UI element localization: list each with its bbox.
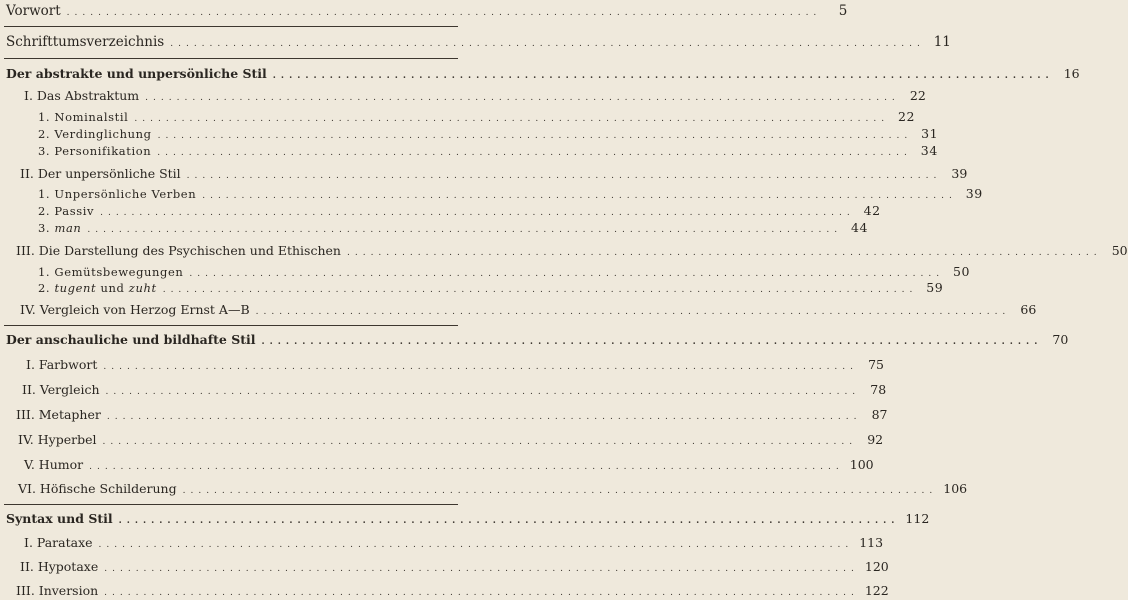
entry-page: 50 (1111, 243, 1128, 258)
dot-leader: ................................................................................................ (87, 225, 843, 235)
dot-leader: ................................................................................................ (170, 39, 925, 49)
entry-page: 22 (897, 109, 916, 124)
entry-page: 5 (838, 3, 848, 19)
entry-page: 39 (951, 166, 968, 181)
entry-title: I. Parataxe (24, 535, 93, 550)
entry-page: 39 (965, 186, 983, 201)
entry-page: 66 (1020, 302, 1037, 317)
entry-italic-word: tugent (54, 281, 97, 295)
entry-page: 100 (849, 457, 874, 472)
dot-leader: ................................................................................................ (134, 114, 890, 124)
dot-leader: ................................................................................................ (118, 516, 900, 526)
dot-leader: ................................................................................................ (102, 437, 858, 447)
section-title-syntax (6, 511, 930, 526)
chapter-entry (16, 243, 1128, 258)
entry-page: 70 (1052, 332, 1069, 347)
entry-page: 122 (864, 583, 889, 598)
chapter-entry (22, 382, 887, 397)
entry-page: 75 (868, 357, 885, 372)
entry-title: IV. Hyperbel (18, 432, 97, 447)
dot-leader: ................................................................................................ (255, 307, 1011, 317)
entry-page: 120 (864, 559, 889, 574)
entry-title: 2. Verdinglichung (38, 127, 152, 141)
chapter-entry (24, 457, 874, 472)
section-title-anschaulich (6, 332, 1069, 347)
entry-title: III. Inversion (16, 583, 99, 598)
entry-title: I. Das Abstraktum (24, 88, 140, 103)
dot-leader: ................................................................................................ (189, 269, 945, 279)
dot-leader: ................................................................................................ (272, 71, 1054, 81)
section-title-abstrakt (6, 66, 1080, 81)
entry-title: 3. Personifikation (38, 144, 152, 158)
entry-title (38, 223, 81, 235)
dot-leader: ................................................................................................ (106, 412, 862, 422)
entry-page: 22 (909, 88, 926, 103)
entry-page: 92 (867, 432, 884, 447)
dot-leader: ................................................................................................ (89, 462, 844, 472)
dot-leader: ................................................................................................ (346, 248, 1102, 258)
subchapter-entry (38, 280, 944, 295)
entry-italic-word: zuht (128, 281, 157, 295)
entry-title: V. Humor (24, 457, 84, 472)
entry-title: Der anschauliche und bildhafte Stil (6, 332, 256, 347)
subchapter-entry (38, 109, 916, 124)
subchapter-entry (38, 264, 971, 279)
entry-title: II. Vergleich (22, 382, 100, 397)
dot-leader: ................................................................................................ (66, 8, 822, 18)
entry-page: 112 (905, 511, 930, 526)
entry-page: 42 (863, 203, 881, 218)
dot-leader: ................................................................................................ (202, 191, 957, 201)
chapter-entry (20, 166, 968, 181)
toc-entry-schrifttum (6, 34, 951, 50)
entry-title: II. Der unpersönliche Stil (20, 166, 181, 181)
chapter-entry (20, 302, 1037, 317)
entry-title: Der abstrakte und unpersönliche Stil (6, 66, 267, 81)
entry-title: III. Metapher (16, 407, 101, 422)
dot-leader: ................................................................................................ (104, 588, 859, 598)
entry-title: VI. Höfische Schilderung (18, 481, 177, 496)
dot-leader: ................................................................................................ (182, 486, 938, 496)
subchapter-entry (38, 126, 939, 141)
dot-leader: ................................................................................................ (105, 387, 861, 397)
chapter-entry (16, 407, 888, 422)
entry-title: Vorwort (6, 3, 61, 19)
entry-title: III. Die Darstellung des Psychischen und Ethischen (16, 243, 341, 258)
dot-leader: ................................................................................................ (98, 540, 854, 550)
chapter-entry (26, 357, 885, 372)
entry-title: 1. Nominalstil (38, 110, 129, 124)
chapter-entry (18, 432, 884, 447)
chapter-entry (24, 88, 926, 103)
entry-title: I. Farbwort (26, 357, 98, 372)
dot-leader: ................................................................................................ (145, 93, 900, 103)
divider (4, 26, 458, 27)
entry-italic-word: man (54, 221, 82, 235)
entry-page: 16 (1063, 66, 1080, 81)
subchapter-entry (38, 143, 938, 158)
chapter-entry (20, 559, 889, 574)
entry-page: 106 (943, 481, 968, 496)
entry-page: 113 (859, 535, 884, 550)
entry-title: IV. Vergleich von Herzog Ernst A—B (20, 302, 250, 317)
entry-page: 31 (921, 126, 939, 141)
entry-number: 3. (38, 221, 51, 235)
entry-title: Schrifttumsverzeichnis (6, 34, 165, 50)
subchapter-entry (38, 220, 869, 235)
chapter-entry (24, 535, 884, 550)
divider (4, 504, 458, 505)
dot-leader: ................................................................................................ (157, 131, 913, 141)
entry-page: 11 (933, 34, 951, 50)
dot-leader: ................................................................................................ (261, 337, 1043, 347)
dot-leader: ................................................................................................ (104, 564, 859, 574)
entry-page: 87 (871, 407, 888, 422)
dot-leader: ................................................................................................ (103, 362, 859, 372)
entry-title: 1. Gemütsbewegungen (38, 265, 184, 279)
dot-leader: ................................................................................................ (162, 285, 918, 295)
entry-title: II. Hypotaxe (20, 559, 99, 574)
entry-page: 44 (850, 220, 869, 235)
entry-conjunction: und (100, 281, 125, 295)
dot-leader: ................................................................................................ (186, 171, 942, 181)
entry-page: 50 (952, 264, 971, 279)
divider (4, 325, 458, 326)
entry-page: 34 (920, 143, 938, 158)
chapter-entry (16, 583, 889, 598)
entry-title: 1. Unpersönliche Verben (38, 187, 197, 201)
dot-leader: ................................................................................................ (157, 148, 912, 158)
divider (4, 58, 458, 59)
entry-title: Syntax und Stil (6, 511, 113, 526)
subchapter-entry (38, 186, 983, 201)
chapter-entry (18, 481, 968, 496)
entry-page: 59 (926, 280, 944, 295)
entry-page: 78 (870, 382, 887, 397)
subchapter-entry (38, 203, 881, 218)
dot-leader: ................................................................................................ (100, 208, 855, 218)
entry-title (38, 283, 157, 295)
entry-number: 2. (38, 281, 51, 295)
toc-entry-vorwort (6, 3, 848, 19)
entry-title: 2. Passiv (38, 204, 95, 218)
